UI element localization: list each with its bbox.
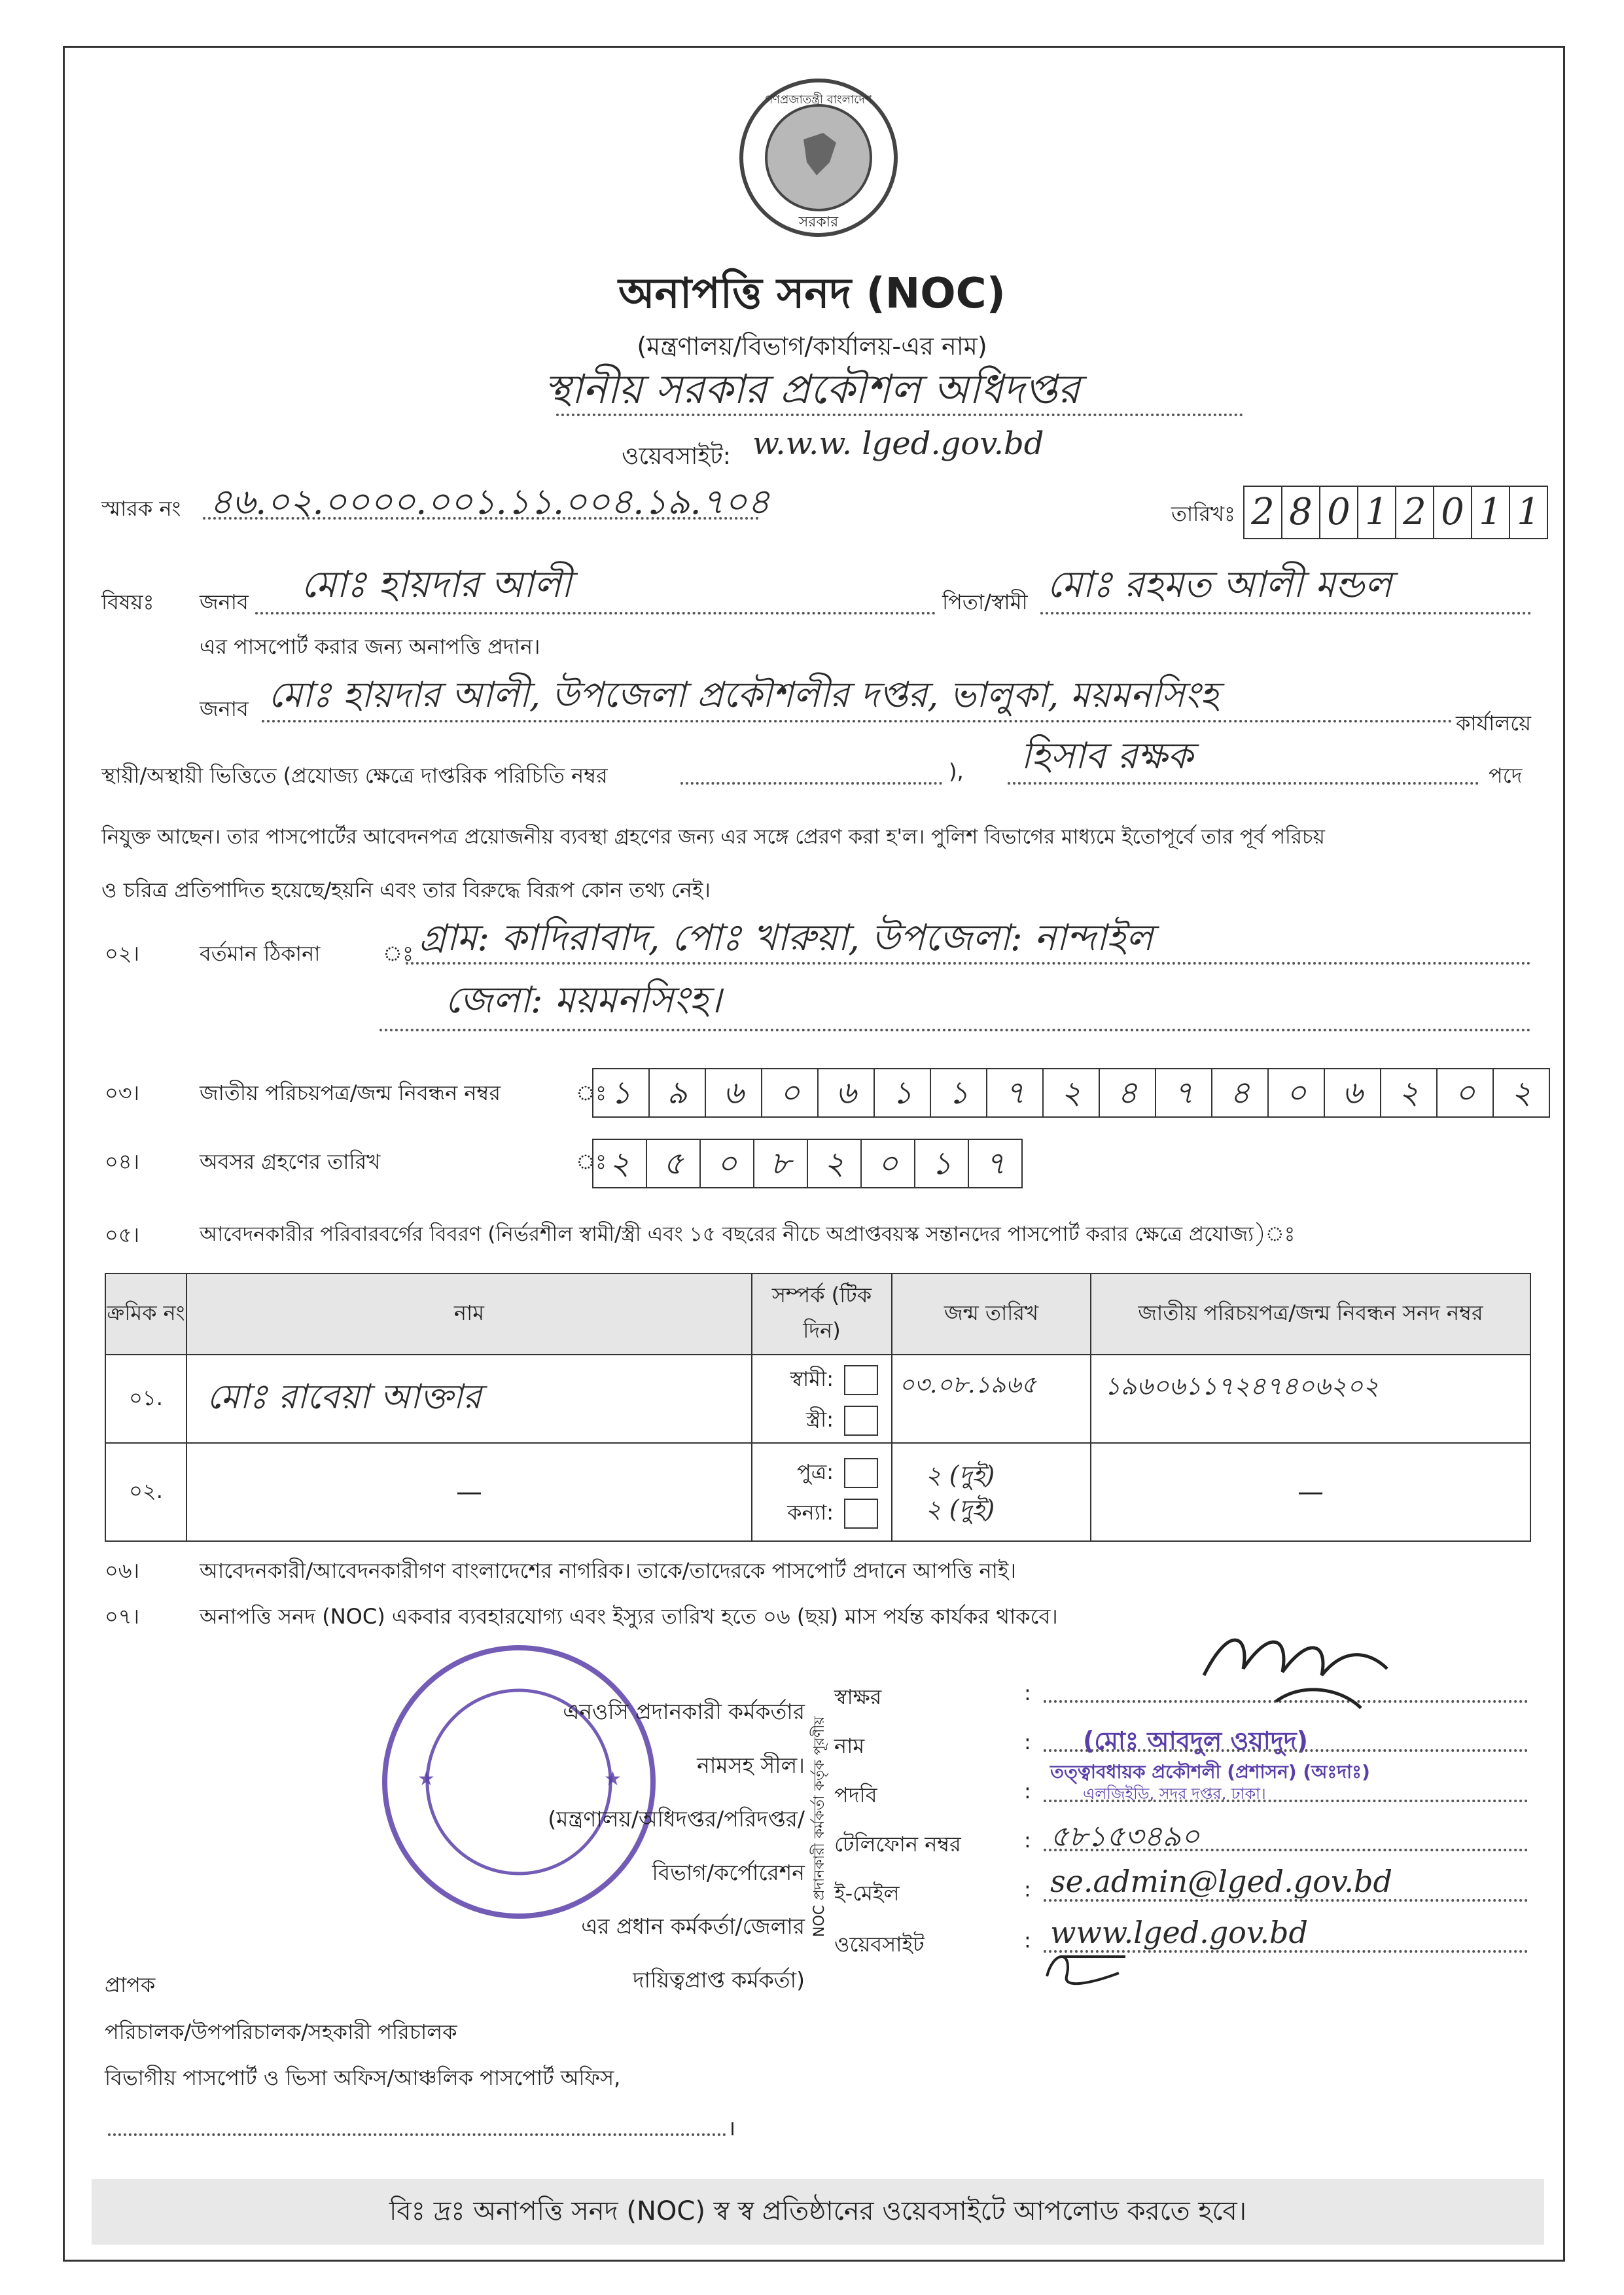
- nid-digit-box: ০: [762, 1068, 819, 1118]
- date-digit-box: 8: [1282, 486, 1320, 539]
- office-name: স্থানীয় সরকার প্রকৌশল অধিদপ্তর: [544, 365, 1080, 413]
- footer-note: বিঃ দ্রঃ অনাপত্তি সনদ (NOC) স্ব স্ব প্রতিষ্ঠানের ওয়েবসাইটে আপলোড করতে হবে।: [92, 2179, 1544, 2245]
- sig-label-phone: টেলিফোন নম্বর: [834, 1832, 961, 1857]
- sig-left-line3: (মন্ত্রণালয়/অধিদপ্তর/পরিদপ্তর/: [548, 1806, 805, 1832]
- designation-fill: হিসাব রক্ষক: [1021, 735, 1193, 777]
- husband-checkbox[interactable]: [844, 1365, 878, 1395]
- nid-digit-box: ১: [875, 1068, 931, 1118]
- sig-label-name: নাম: [834, 1734, 865, 1758]
- recipient-line1: পরিচালক/উপপরিচালক/সহকারী পরিচালক: [105, 2019, 457, 2044]
- recipient-label: প্রাপক: [105, 1972, 156, 1997]
- retire-digit-box: ২: [592, 1139, 647, 1188]
- nid-digit-box: ৬: [819, 1068, 875, 1118]
- nid-digit-box: ৪: [1212, 1068, 1269, 1118]
- retire-digit-box: ৮: [754, 1139, 808, 1188]
- son-count: ২ (দুই): [925, 1461, 995, 1489]
- designation-suffix: পদে: [1489, 763, 1523, 788]
- nid-digit-box: ১: [592, 1068, 650, 1118]
- nid-digit-box: ৬: [706, 1068, 762, 1118]
- nid-digit-box: ৯: [650, 1068, 706, 1118]
- col-nid: জাতীয় পরিচয়পত্র/জন্ম নিবন্ধন সনদ নম্বর: [1091, 1273, 1530, 1355]
- item02-num: ০২।: [105, 941, 140, 966]
- daughter-count: ২ (দুই): [925, 1495, 995, 1523]
- note06-num: ০৬।: [105, 1558, 140, 1583]
- sig-colon-3: :: [1024, 1779, 1031, 1804]
- note07-num: ০৭।: [105, 1604, 140, 1629]
- note07-text: অনাপত্তি সনদ (NOC) একবার ব্যবহারযোগ্য এবং ইস্যুর তারিখ হতে ০৬ (ছয়) মাস পর্যন্ত কার্যকর থাকবে।: [200, 1604, 1058, 1629]
- nid-digit-box: ২: [1044, 1068, 1100, 1118]
- basis-text: স্থায়ী/অস্থায়ী ভিত্তিতে (প্রযোজ্য ক্ষেত্রে দাপ্তরিক পরিচিতি নম্বর: [101, 763, 608, 788]
- date-label: তারিখঃ: [1171, 501, 1236, 526]
- nid-digit-box: ১: [931, 1068, 987, 1118]
- recipient-line2: বিভাগীয় পাসপোর্ট ও ভিসা অফিস/আঞ্চলিক পাসপোর্ট অফিস,: [105, 2065, 621, 2090]
- sig-colon-1: :: [1024, 1681, 1031, 1705]
- website-value: w.w.w. lged.gov.bd: [752, 425, 1044, 462]
- sig-left-line4: বিভাগ/কর্পোরেশন: [652, 1860, 805, 1885]
- item02-colon: ঃ: [383, 941, 414, 966]
- item04-colon: ঃ: [576, 1149, 607, 1174]
- retire-digit-box: ০: [701, 1139, 754, 1188]
- retire-digit-box: ৭: [969, 1139, 1023, 1188]
- sig-phone-value: ৫৮১৫৩৪৯০: [1050, 1820, 1200, 1853]
- website-label: ওয়েবসাইট:: [622, 443, 731, 470]
- office-fill: মোঃ হায়দার আলী, উপজেলা প্রকৌশলীর দপ্তর, ভালুকা, ময়মনসিংহ: [268, 674, 1219, 715]
- item05-num: ০৫।: [105, 1222, 140, 1247]
- table-header-row: [105, 1273, 1530, 1355]
- date-digit-box: 0: [1434, 486, 1472, 539]
- item03-label: জাতীয় পরিচয়পত্র/জন্ম নিবন্ধন নম্বর: [200, 1080, 501, 1105]
- janab-label: জনাব: [200, 590, 249, 614]
- row2-serial: ০২.: [105, 1443, 186, 1541]
- recipient-line3-end: ।: [728, 2116, 736, 2141]
- subject-label: বিষয়ঃ: [101, 590, 154, 614]
- nid-digit-box: ৪: [1100, 1068, 1156, 1118]
- applicant-name: মোঃ হায়দার আলী: [301, 563, 572, 606]
- sig-colon-2: :: [1024, 1730, 1031, 1754]
- body-para1: নিযুক্ত আছেন। তার পাসপোর্টের আবেদনপত্র প্রয়োজনীয় ব্যবস্থা গ্রহণের জন্য এর সঙ্গে প্রেরণ করা হ'ল। পুলিশ বিভাগের মাধ্যমে ইতোপূর্বে তার পূর্ব পরিচয়: [101, 825, 1325, 849]
- col-name: নাম: [186, 1273, 752, 1355]
- col-serial: ক্রমিক নং: [105, 1273, 186, 1355]
- note06-text: আবেদনকারী/আবেদনকারীগণ বাংলাদেশের নাগরিক। তাকে/তাদেরকে পাসপোর্ট প্রদানে আপত্তি নাই।: [200, 1558, 1017, 1583]
- date-digit-box: 1: [1510, 486, 1548, 539]
- rel-husband-label: স্বামী:: [790, 1366, 834, 1391]
- retire-digit-box: ০: [862, 1139, 915, 1188]
- retire-digit-box: ৫: [647, 1139, 701, 1188]
- date-digit-box: 1: [1472, 486, 1510, 539]
- wife-checkbox[interactable]: [844, 1406, 878, 1436]
- daughter-checkbox[interactable]: [844, 1499, 878, 1529]
- nid-digit-box: ০: [1269, 1068, 1325, 1118]
- row1-name: মোঃ রাবেয়া আক্তার: [186, 1355, 752, 1443]
- sig-left-line1: এনওসি প্রদানকারী কর্মকর্তার: [563, 1699, 805, 1724]
- subtitle: (মন্ত্রণালয়/বিভাগ/কার্যালয়-এর নাম): [637, 332, 987, 361]
- subject-line2: এর পাসপোর্ট করার জন্য অনাপত্তি প্রদান।: [200, 634, 540, 659]
- date-boxes: [1243, 486, 1548, 539]
- body-janab-label: জনাব: [200, 696, 249, 721]
- signatory-description: [497, 1685, 805, 2007]
- row2-dob: [892, 1443, 1091, 1541]
- sig-designation-sub: এলজিইডি, সদর দপ্তর, ঢাকা।: [1083, 1785, 1266, 1803]
- sig-left-line5: এর প্রধান কর্মকর্তা/জেলার: [581, 1913, 805, 1939]
- sig-colon-6: :: [1024, 1928, 1031, 1953]
- retire-digit-box: ২: [808, 1139, 862, 1188]
- government-seal-icon: [738, 77, 899, 238]
- table-row: [105, 1443, 1530, 1541]
- sig-name-value: (মোঃ আবদুল ওয়াদুদ): [1083, 1726, 1309, 1755]
- sig-label-website: ওয়েবসাইট: [834, 1932, 925, 1957]
- rel-daughter-label: কন্যা:: [787, 1500, 834, 1525]
- item05-label: আবেদনকারীর পরিবারবর্গের বিবরণ (নির্ভরশীল স্বামী/স্ত্রী এবং ১৫ বছরের নীচে অপ্রাপ্তবয়স্ক সন্তানদের পাসপোর্ট করার ক্ষেত্রে প্রযোজ্য)ঃ: [200, 1222, 1296, 1246]
- body-para2: ও চরিত্র প্রতিপাদিত হয়েছে/হয়নি এবং তার বিরুদ্ধে বিরূপ কোন তথ্য নেই।: [101, 878, 711, 902]
- row2-relation: [752, 1443, 892, 1541]
- father-label: পিতা/স্বামী: [942, 590, 1028, 614]
- sig-left-line2: নামসহ সীল।: [697, 1752, 805, 1778]
- sig-label-email: ই-মেইল: [834, 1881, 900, 1906]
- address-line2: জেলা: ময়মনসিংহ।: [445, 979, 722, 1022]
- address-line1: গ্রাম: কাদিরাবাদ, পোঃ খারুয়া, উপজেলা: নান্দাইল: [419, 917, 1154, 959]
- date-digit-box: 2: [1243, 486, 1282, 539]
- nid-digit-box: ০: [1438, 1068, 1494, 1118]
- retire-digit-box: ১: [915, 1139, 969, 1188]
- date-digit-box: 2: [1396, 486, 1434, 539]
- date-digit-box: 1: [1358, 486, 1396, 539]
- sig-website-value: www.lged.gov.bd: [1050, 1915, 1308, 1950]
- row1-relation: [752, 1355, 892, 1443]
- ref-number: ৪৬.০২.০০০০.০০১.১১.০০৪.১৯.৭০৪: [209, 481, 770, 522]
- handwritten-signature-icon: [1191, 1597, 1426, 1754]
- office-suffix: কার্যালয়ে: [1456, 711, 1531, 736]
- sig-colon-5: :: [1024, 1877, 1031, 1902]
- row1-nid: ১৯৬০৬১১৭২৪৭৪০৬২০২: [1091, 1355, 1530, 1443]
- son-checkbox[interactable]: [844, 1458, 878, 1488]
- row1-dob: ০৩.০৮.১৯৬৫: [892, 1355, 1091, 1443]
- nid-digit-box: ৭: [987, 1068, 1044, 1118]
- sig-label-signature: স্বাক্ষর: [834, 1684, 882, 1709]
- sig-colon-4: :: [1024, 1828, 1031, 1853]
- initials-signature-icon: [1034, 1937, 1139, 1996]
- nid-digit-box: ২: [1494, 1068, 1550, 1118]
- retire-date-boxes: [592, 1139, 1023, 1188]
- row2-nid: —: [1091, 1443, 1530, 1541]
- sig-label-designation: পদবি: [834, 1783, 877, 1807]
- sig-email-value: se.admin@lged.gov.bd: [1050, 1864, 1392, 1899]
- item03-colon: ঃ: [576, 1080, 607, 1105]
- svg-text:★: ★: [417, 1768, 435, 1790]
- item04-label: অবসর গ্রহণের তারিখ: [200, 1149, 381, 1174]
- seal-top-text: গণপ্রজাতন্ত্রী বাংলাদেশ: [765, 93, 872, 107]
- rel-son-label: পুত্র:: [796, 1459, 834, 1484]
- sig-left-line6: দায়িত্বপ্রাপ্ত কর্মকর্তা): [633, 1967, 805, 1993]
- row1-serial: ০১.: [105, 1355, 186, 1443]
- nid-digit-box: ৭: [1156, 1068, 1212, 1118]
- row2-name: —: [186, 1443, 752, 1541]
- col-dob: জন্ম তারিখ: [892, 1273, 1091, 1355]
- sig-designation-value: তত্ত্বাবধায়ক প্রকৌশলী (প্রশাসন) (অঃদাঃ): [1050, 1761, 1370, 1783]
- family-table: [105, 1273, 1531, 1542]
- col-relation: সম্পর্ক (টিক দিন): [752, 1273, 892, 1355]
- table-row: [105, 1355, 1530, 1443]
- page-title: অনাপত্তি সনদ (NOC): [618, 270, 1006, 318]
- item04-num: ০৪।: [105, 1149, 140, 1174]
- seal-bottom-text: সরকার: [798, 214, 839, 230]
- nid-digit-box: ২: [1381, 1068, 1438, 1118]
- item02-label: বর্তমান ঠিকানা: [200, 941, 321, 966]
- item03-num: ০৩।: [105, 1080, 140, 1105]
- nid-boxes: [592, 1068, 1550, 1118]
- father-name: মোঃ রহমত আলী মন্ডল: [1047, 563, 1392, 606]
- ref-label: স্মারক নং: [101, 496, 181, 521]
- basis-close: ),: [949, 759, 964, 784]
- nid-digit-box: ৬: [1325, 1068, 1381, 1118]
- vertical-label: NOC প্রদানকারী কর্মকর্তা কর্তৃক পূরণীয়: [811, 1716, 828, 1937]
- svg-text:★: ★: [604, 1768, 622, 1790]
- rel-wife-label: স্ত্রী:: [806, 1406, 834, 1432]
- date-digit-box: 0: [1320, 486, 1358, 539]
